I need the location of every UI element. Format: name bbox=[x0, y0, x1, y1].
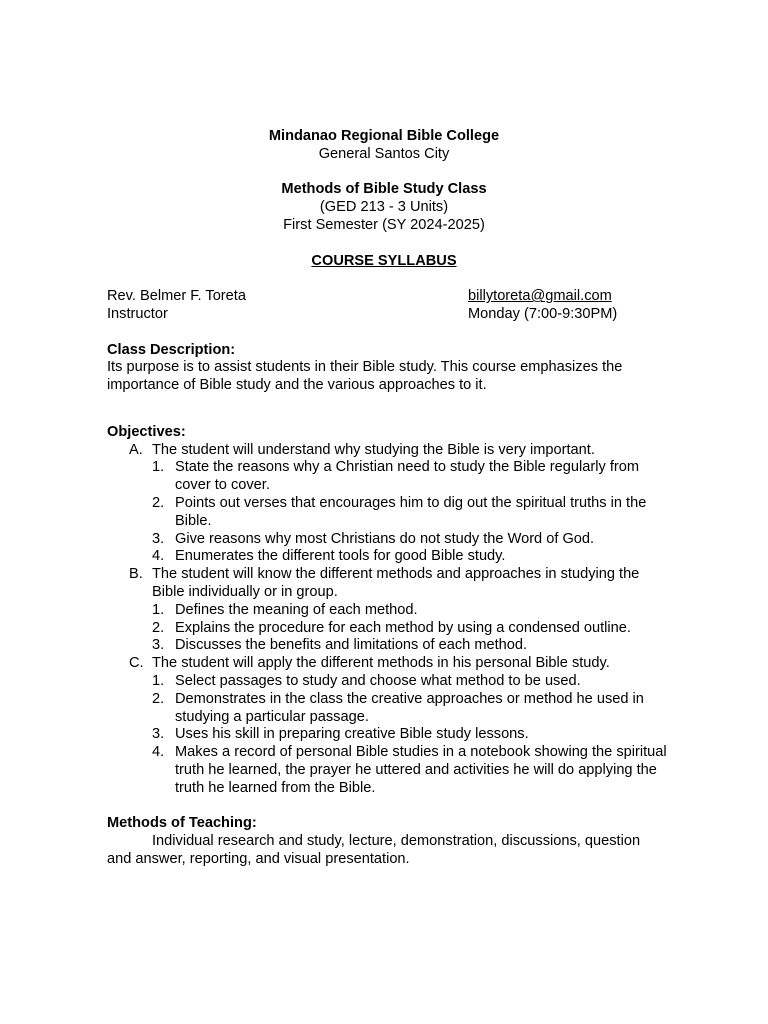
list-item-text: Select passages to study and choose what method to be used. bbox=[175, 672, 581, 689]
course-code: (GED 213 - 3 Units) bbox=[319, 199, 449, 216]
instructor-block bbox=[107, 288, 667, 324]
list-item-marker: 3. bbox=[152, 530, 165, 547]
objective-text: The student will apply the different methods in his personal Bible study. bbox=[152, 655, 610, 672]
methods-of-teaching-heading: Methods of Teaching: bbox=[107, 815, 257, 832]
list-item-text: Uses his skill in preparing creative Bible study lessons. bbox=[175, 726, 529, 743]
list-item bbox=[107, 744, 667, 797]
list-item bbox=[107, 602, 667, 620]
syllabus-heading: COURSE SYLLABUS bbox=[311, 252, 457, 269]
syllabus-page bbox=[107, 128, 667, 869]
objective-marker: A. bbox=[129, 441, 143, 458]
objective-group-a bbox=[107, 442, 667, 567]
list-item-text: Explains the procedure for each method by using a condensed outline. bbox=[175, 619, 631, 636]
list-item bbox=[107, 459, 667, 495]
list-item-marker: 1. bbox=[152, 672, 165, 689]
class-description-heading: Class Description: bbox=[107, 341, 236, 358]
list-item bbox=[107, 691, 667, 727]
instructor-role: Instructor bbox=[107, 305, 168, 322]
list-item-text: Give reasons why most Christians do not study the Word of God. bbox=[175, 530, 595, 547]
list-item-marker: 2. bbox=[152, 690, 165, 707]
list-item-text: State the reasons why a Christian need to study the Bible regularly from cover to cover. bbox=[175, 459, 639, 494]
course-title: Methods of Bible Study Class bbox=[281, 181, 487, 198]
list-item-text: Demonstrates in the class the creative approaches or method he used in studying a particular passage. bbox=[175, 690, 644, 725]
list-item-marker: 3. bbox=[152, 726, 165, 743]
college-city: General Santos City bbox=[318, 145, 450, 162]
objective-text: The student will know the different methods and approaches in studying the Bible individually or in group. bbox=[152, 566, 640, 600]
list-item bbox=[107, 495, 667, 531]
list-item-text: Discusses the benefits and limitations of each method. bbox=[175, 637, 528, 654]
objective-group-b bbox=[107, 566, 667, 655]
list-item bbox=[107, 548, 667, 566]
college-name: Mindanao Regional Bible College bbox=[268, 128, 500, 144]
objective-marker: C. bbox=[129, 655, 144, 672]
semester: First Semester (SY 2024-2025) bbox=[283, 216, 485, 233]
instructor-email-link[interactable]: billytoreta@gmail.com bbox=[468, 288, 612, 305]
class-schedule: Monday (7:00-9:30PM) bbox=[468, 305, 618, 322]
list-item-marker: 1. bbox=[152, 601, 165, 618]
list-item-text: Makes a record of personal Bible studies in a notebook showing the spiritual truth he learned, the prayer he uttered and activities he will do applying the truth he learned from the Bible. bbox=[175, 744, 667, 796]
objectives-heading: Objectives: bbox=[107, 423, 186, 440]
objective-text: The student will understand why studying the Bible is very important. bbox=[152, 441, 595, 458]
list-item bbox=[107, 726, 667, 744]
list-item bbox=[107, 637, 667, 655]
list-item-text: Enumerates the different tools for good Bible study. bbox=[175, 548, 506, 565]
objective-group-c bbox=[107, 655, 667, 797]
list-item-marker: 2. bbox=[152, 494, 165, 511]
class-description-text: Its purpose is to assist students in their Bible study. This course emphasizes the importance of Bible study and the various approaches to it. bbox=[107, 359, 623, 394]
list-item bbox=[107, 673, 667, 691]
list-item-marker: 1. bbox=[152, 459, 165, 476]
objective-marker: B. bbox=[129, 566, 143, 583]
list-item bbox=[107, 531, 667, 549]
list-item-marker: 4. bbox=[152, 744, 165, 761]
list-item-marker: 2. bbox=[152, 619, 165, 636]
list-item-text: Points out verses that encourages him to dig out the spiritual truths in the Bible. bbox=[175, 494, 647, 529]
methods-of-teaching-text: Individual research and study, lecture, demonstration, discussions, question and answer, reporting, and visual presentation. bbox=[107, 833, 641, 867]
list-item-marker: 4. bbox=[152, 548, 165, 565]
list-item-text: Defines the meaning of each method. bbox=[175, 601, 418, 618]
list-item bbox=[107, 620, 667, 638]
instructor-name: Rev. Belmer F. Toreta bbox=[107, 288, 246, 305]
list-item-marker: 3. bbox=[152, 637, 165, 654]
